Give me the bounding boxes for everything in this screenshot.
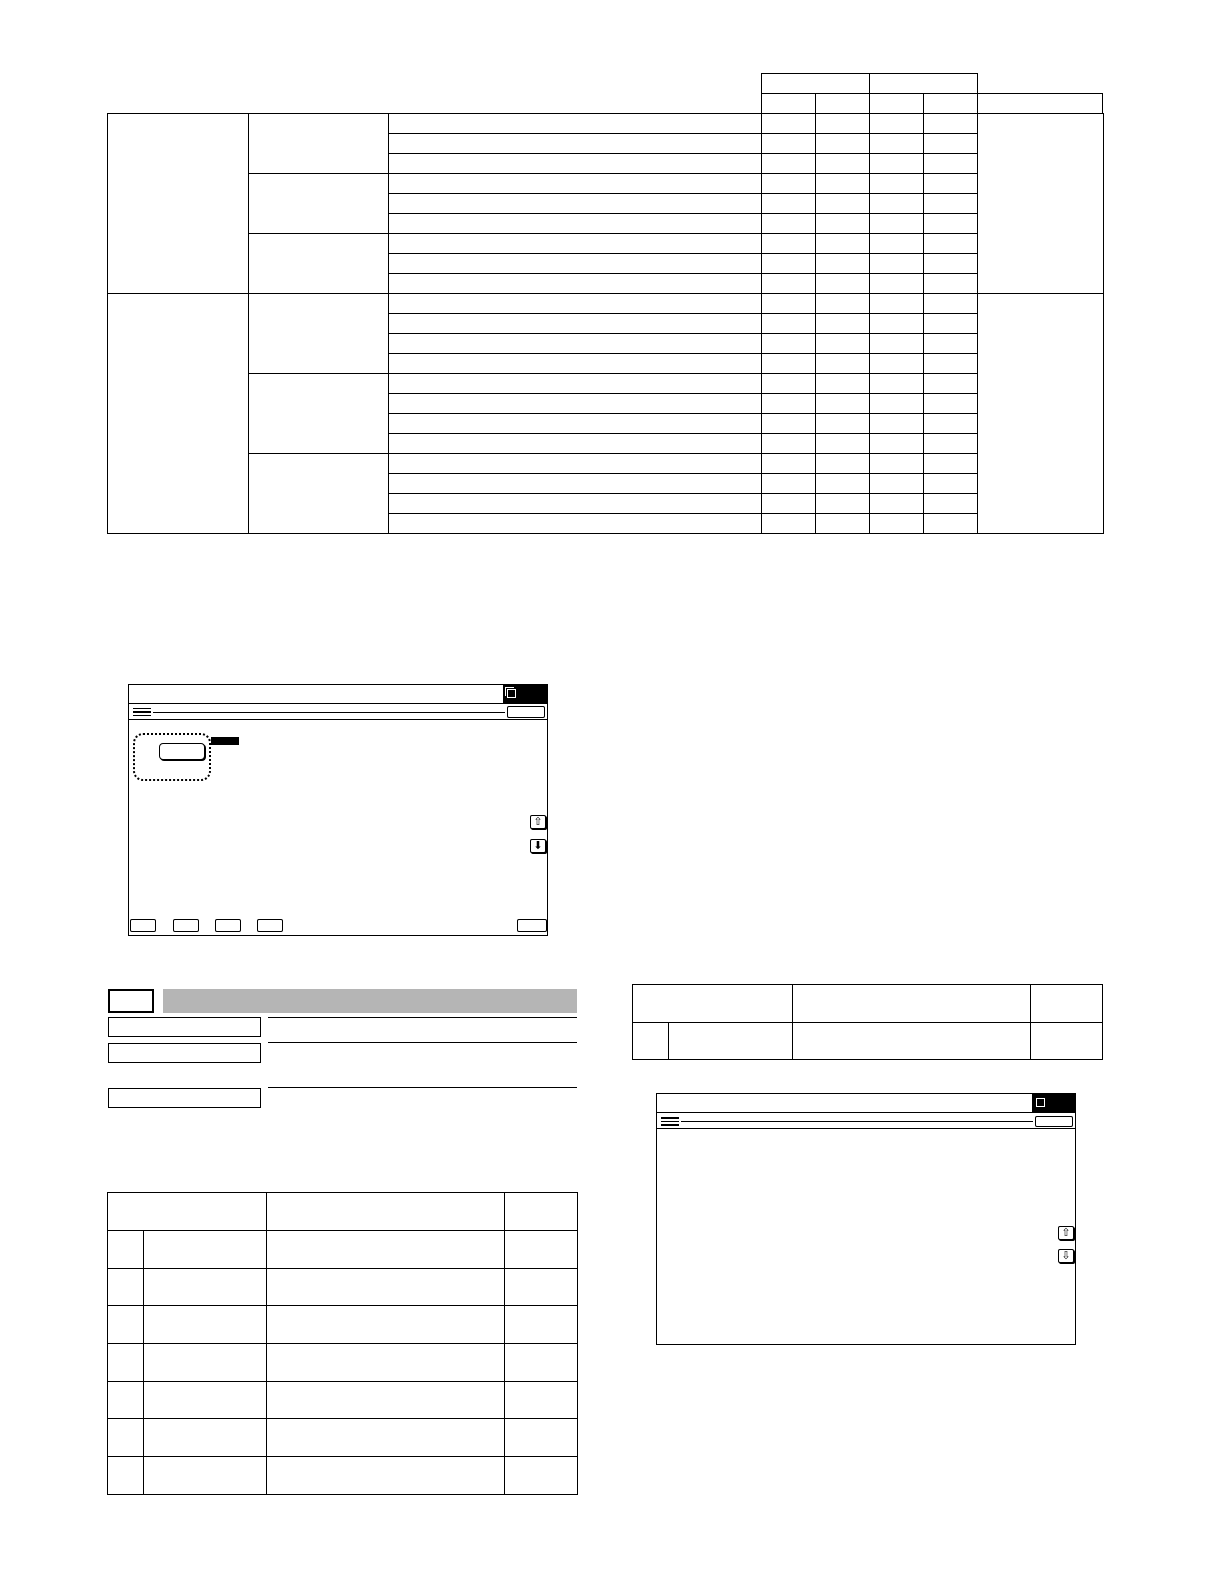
value-cell bbox=[924, 474, 978, 494]
value-cell bbox=[762, 494, 816, 514]
item-table-right bbox=[632, 984, 1103, 1060]
copy-icon bbox=[1036, 1098, 1045, 1107]
row-no bbox=[108, 1419, 144, 1457]
row-item bbox=[144, 1306, 267, 1344]
header-content bbox=[793, 985, 1031, 1023]
row-item bbox=[669, 1023, 793, 1060]
subgroup-label bbox=[249, 294, 389, 374]
value-cell bbox=[762, 294, 816, 314]
value-cell bbox=[816, 394, 870, 414]
value-cell bbox=[762, 254, 816, 274]
row-no bbox=[108, 1231, 144, 1269]
subgroup-label bbox=[249, 114, 389, 174]
value-cell bbox=[762, 374, 816, 394]
section-code-box bbox=[108, 989, 154, 1013]
value-cell bbox=[816, 154, 870, 174]
arrow-up-icon: ⇧ bbox=[533, 815, 543, 828]
value-cell bbox=[870, 234, 924, 254]
row-default bbox=[505, 1231, 578, 1269]
row-default bbox=[1031, 1023, 1103, 1060]
value-cell bbox=[816, 314, 870, 334]
value-cell bbox=[924, 274, 978, 294]
row-content bbox=[267, 1382, 505, 1419]
value-cell bbox=[924, 334, 978, 354]
arrow-down-icon: ⬇ bbox=[533, 839, 543, 852]
value-cell bbox=[762, 414, 816, 434]
subgroup-label bbox=[249, 374, 389, 454]
screen-title bbox=[135, 687, 495, 703]
value-cell bbox=[816, 414, 870, 434]
row-item bbox=[144, 1269, 267, 1306]
value-cell bbox=[924, 114, 978, 134]
header-group-2 bbox=[869, 73, 978, 94]
screen-panel-1 bbox=[128, 684, 548, 936]
table-row bbox=[108, 114, 1104, 134]
value-cell bbox=[924, 254, 978, 274]
row-content bbox=[793, 1023, 1031, 1060]
row-item bbox=[144, 1344, 267, 1382]
row-item bbox=[144, 1382, 267, 1419]
subgroup-label bbox=[249, 454, 389, 534]
row-content bbox=[267, 1269, 505, 1306]
value-cell bbox=[816, 454, 870, 474]
value-cell bbox=[762, 214, 816, 234]
group-label bbox=[108, 114, 249, 294]
header-divider bbox=[129, 719, 547, 720]
menu-button[interactable] bbox=[507, 706, 545, 718]
table-row bbox=[108, 1382, 578, 1419]
value-cell bbox=[816, 494, 870, 514]
row-description bbox=[389, 154, 762, 174]
header-col-note bbox=[977, 93, 1103, 114]
row-no bbox=[108, 1269, 144, 1306]
copy-icon-back bbox=[505, 687, 514, 696]
row-description bbox=[389, 134, 762, 154]
value-cell bbox=[762, 334, 816, 354]
menu-bar-line bbox=[681, 1121, 1033, 1122]
scroll-up-button[interactable] bbox=[530, 815, 546, 829]
tab-2[interactable] bbox=[173, 919, 199, 932]
row-description bbox=[389, 194, 762, 214]
header-col-2 bbox=[815, 93, 870, 114]
value-cell bbox=[816, 294, 870, 314]
row-content bbox=[267, 1419, 505, 1457]
table-row bbox=[108, 454, 1104, 474]
table-row bbox=[108, 1457, 578, 1495]
value-cell bbox=[870, 474, 924, 494]
table-row bbox=[108, 1269, 578, 1306]
value-cell bbox=[870, 114, 924, 134]
value-cell bbox=[870, 134, 924, 154]
row-description bbox=[389, 174, 762, 194]
row-no bbox=[108, 1457, 144, 1495]
status-indicator bbox=[1032, 1094, 1076, 1112]
value-cell bbox=[816, 134, 870, 154]
row-content bbox=[267, 1231, 505, 1269]
header-item bbox=[108, 1193, 267, 1231]
row-default bbox=[505, 1457, 578, 1495]
table-row bbox=[108, 1231, 578, 1269]
row-no bbox=[108, 1306, 144, 1344]
table-row bbox=[108, 1419, 578, 1457]
value-cell bbox=[924, 294, 978, 314]
header-content bbox=[267, 1193, 505, 1231]
row-item bbox=[144, 1231, 267, 1269]
menu-icon[interactable] bbox=[661, 1115, 679, 1128]
value-cell bbox=[762, 434, 816, 454]
table-row bbox=[108, 234, 1104, 254]
value-cell bbox=[924, 394, 978, 414]
value-cell bbox=[816, 354, 870, 374]
value-cell bbox=[870, 154, 924, 174]
value-cell bbox=[924, 514, 978, 534]
group-label bbox=[108, 294, 249, 534]
value-cell bbox=[924, 454, 978, 474]
row-item bbox=[144, 1419, 267, 1457]
value-cell bbox=[870, 354, 924, 374]
selected-tag bbox=[211, 737, 239, 745]
value-cell bbox=[870, 374, 924, 394]
value-cell bbox=[762, 154, 816, 174]
field-label-box-3 bbox=[108, 1088, 261, 1108]
menu-icon[interactable] bbox=[133, 705, 151, 719]
value-cell bbox=[924, 174, 978, 194]
header-divider bbox=[657, 1128, 1075, 1129]
header-col-4 bbox=[923, 93, 978, 114]
value-cell bbox=[816, 174, 870, 194]
row-no bbox=[108, 1382, 144, 1419]
title-divider bbox=[129, 703, 547, 704]
row-default bbox=[505, 1344, 578, 1382]
table-row bbox=[108, 1306, 578, 1344]
value-cell bbox=[924, 354, 978, 374]
value-cell bbox=[870, 514, 924, 534]
scroll-up-button[interactable] bbox=[1058, 1226, 1074, 1240]
scroll-down-button[interactable] bbox=[1058, 1249, 1074, 1263]
row-description bbox=[389, 254, 762, 274]
value-cell bbox=[870, 294, 924, 314]
row-no bbox=[108, 1344, 144, 1382]
header-group-1 bbox=[761, 73, 870, 94]
value-cell bbox=[762, 134, 816, 154]
menu-bar-line bbox=[153, 712, 505, 713]
value-cell bbox=[762, 514, 816, 534]
field-line-3 bbox=[268, 1087, 577, 1088]
row-content bbox=[267, 1344, 505, 1382]
row-no bbox=[633, 1023, 669, 1060]
value-cell bbox=[762, 114, 816, 134]
value-cell bbox=[816, 254, 870, 274]
value-cell bbox=[762, 234, 816, 254]
field-button[interactable] bbox=[159, 743, 205, 760]
ok-button[interactable] bbox=[517, 919, 547, 932]
value-cell bbox=[816, 434, 870, 454]
row-description bbox=[389, 514, 762, 534]
value-cell bbox=[816, 474, 870, 494]
row-content bbox=[267, 1306, 505, 1344]
settings-table-grid bbox=[107, 113, 1104, 534]
row-default bbox=[505, 1382, 578, 1419]
row-description bbox=[389, 294, 762, 314]
value-cell bbox=[816, 234, 870, 254]
subgroup-label bbox=[249, 234, 389, 294]
value-cell bbox=[870, 254, 924, 274]
value-cell bbox=[762, 174, 816, 194]
header-col-1 bbox=[761, 93, 816, 114]
row-description bbox=[389, 354, 762, 374]
group-note bbox=[978, 294, 1104, 534]
header-item bbox=[633, 985, 793, 1023]
value-cell bbox=[762, 454, 816, 474]
value-cell bbox=[870, 394, 924, 414]
value-cell bbox=[870, 454, 924, 474]
value-cell bbox=[816, 334, 870, 354]
field-line-2 bbox=[268, 1042, 577, 1043]
value-cell bbox=[816, 274, 870, 294]
row-item bbox=[144, 1457, 267, 1495]
value-cell bbox=[924, 374, 978, 394]
tab-1[interactable] bbox=[130, 919, 156, 932]
table-row bbox=[108, 1344, 578, 1382]
value-cell bbox=[870, 194, 924, 214]
status-indicator bbox=[503, 685, 548, 703]
value-cell bbox=[924, 154, 978, 174]
scroll-down-button[interactable] bbox=[530, 839, 546, 853]
row-default bbox=[505, 1306, 578, 1344]
value-cell bbox=[870, 214, 924, 234]
row-description bbox=[389, 454, 762, 474]
tab-4[interactable] bbox=[257, 919, 283, 932]
value-cell bbox=[924, 434, 978, 454]
value-cell bbox=[762, 314, 816, 334]
table-row bbox=[108, 374, 1104, 394]
screen-title bbox=[663, 1096, 1023, 1112]
table-row bbox=[108, 174, 1104, 194]
row-description bbox=[389, 334, 762, 354]
arrow-down-icon: ⇩ bbox=[1061, 1249, 1071, 1262]
row-description bbox=[389, 414, 762, 434]
row-content bbox=[267, 1457, 505, 1495]
row-description bbox=[389, 474, 762, 494]
value-cell bbox=[924, 314, 978, 334]
value-cell bbox=[762, 354, 816, 374]
arrow-up-icon: ⇧ bbox=[1061, 1226, 1071, 1239]
value-cell bbox=[816, 214, 870, 234]
group-note bbox=[978, 114, 1104, 294]
row-description bbox=[389, 114, 762, 134]
value-cell bbox=[870, 494, 924, 514]
subgroup-label bbox=[249, 174, 389, 234]
header-default bbox=[1031, 985, 1103, 1023]
section-title-bar bbox=[163, 989, 577, 1013]
screen-panel-2 bbox=[656, 1093, 1076, 1345]
value-cell bbox=[762, 194, 816, 214]
title-divider bbox=[657, 1112, 1075, 1113]
row-description bbox=[389, 434, 762, 454]
row-default bbox=[505, 1269, 578, 1306]
field-line-1 bbox=[268, 1017, 577, 1018]
value-cell bbox=[816, 514, 870, 534]
header-default bbox=[505, 1193, 578, 1231]
row-description bbox=[389, 274, 762, 294]
menu-button[interactable] bbox=[1035, 1116, 1073, 1127]
value-cell bbox=[870, 414, 924, 434]
row-description bbox=[389, 494, 762, 514]
value-cell bbox=[870, 274, 924, 294]
row-description bbox=[389, 314, 762, 334]
field-label-box-2 bbox=[108, 1043, 261, 1063]
table-row bbox=[633, 1023, 1103, 1060]
value-cell bbox=[924, 234, 978, 254]
field-label-box-1 bbox=[108, 1017, 261, 1037]
value-cell bbox=[870, 314, 924, 334]
value-cell bbox=[816, 374, 870, 394]
value-cell bbox=[762, 274, 816, 294]
value-cell bbox=[924, 494, 978, 514]
header-col-3 bbox=[869, 93, 924, 114]
value-cell bbox=[924, 214, 978, 234]
value-cell bbox=[870, 434, 924, 454]
row-description bbox=[389, 214, 762, 234]
value-cell bbox=[816, 114, 870, 134]
table-row bbox=[108, 294, 1104, 314]
value-cell bbox=[870, 174, 924, 194]
value-cell bbox=[924, 194, 978, 214]
value-cell bbox=[762, 394, 816, 414]
value-cell bbox=[924, 134, 978, 154]
row-description bbox=[389, 394, 762, 414]
value-cell bbox=[924, 414, 978, 434]
row-description bbox=[389, 374, 762, 394]
tab-3[interactable] bbox=[215, 919, 241, 932]
row-default bbox=[505, 1419, 578, 1457]
row-description bbox=[389, 234, 762, 254]
value-cell bbox=[816, 194, 870, 214]
item-table-left bbox=[107, 1192, 578, 1495]
value-cell bbox=[762, 474, 816, 494]
value-cell bbox=[870, 334, 924, 354]
